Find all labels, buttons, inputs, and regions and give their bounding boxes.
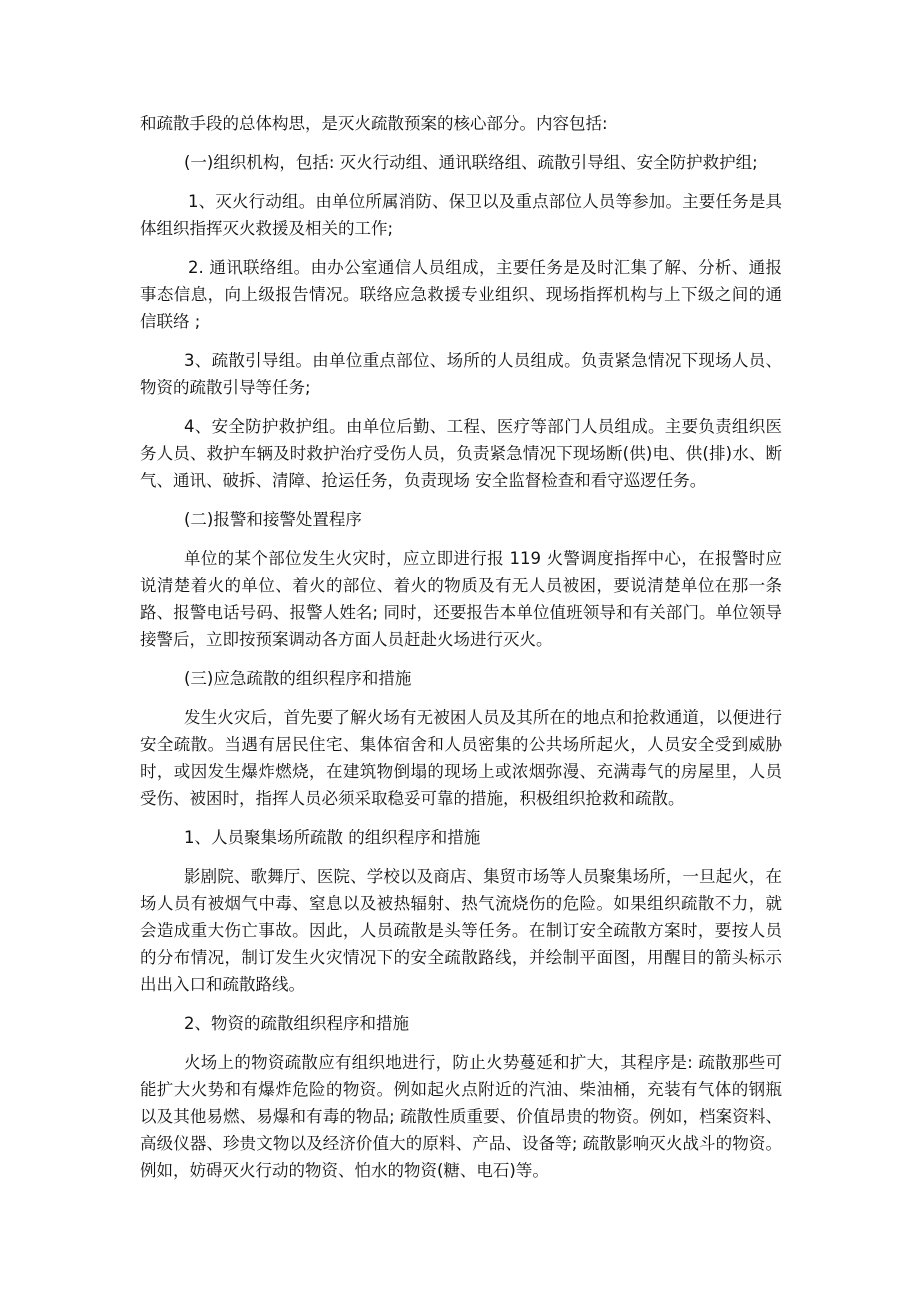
heading-crowd-evacuation: 1、人员聚集场所疏散 的组织程序和措施 (184, 828, 481, 847)
document-body (140, 110, 782, 1196)
paragraph-evacuation-group: 3、疏散引导组。由单位重点部位、场所的人员组成。负责紧急情况下现场人员、物资的疏散引导等任务; (140, 351, 782, 397)
paragraph-firefighting-group: 1、灭火行动组。由单位所属消防、保卫以及重点部位人员等参加。主要任务是具体组织指挥灭火救援及相关的工作; (140, 192, 782, 238)
heading-emergency-evacuation: (三)应急疏散的组织程序和措施 (184, 669, 412, 688)
paragraph-emergency-evacuation: 发生火灾后，首先要了解火场有无被困人员及其所在的地点和抢救通道，以便进行安全疏散。当遇有居民住宅、集体宿舍和人员密集的公共场所起火，人员安全受到威胁时，或因发生爆炸燃烧，在建筑物倒塌的现场上或浓烟弥漫、充满毒气的房屋里，人员受伤、被困时，指挥人员必须采取稳妥可靠的措施，积极组织抢救和疏散。 (140, 708, 782, 808)
paragraph-material-evacuation: 火场上的物资疏散应有组织地进行，防止火势蔓延和扩大，其程序是: 疏散那些可能扩大火势和有爆炸危险的物资。例如起火点附近的汽油、柴油桶，充装有气体的钢瓶以及其他易燃、易爆和有毒的物品; 疏散性质重要、价值昂贵的物资。例如，档案资料、高级仪器、珍贵文物以及经济价值大的原料、产品、设备等; 疏散影响灭火战斗的物资。例如，妨碍灭火行动的物资、怕水的物资(糖、电石)等。 (140, 1053, 782, 1180)
paragraph-intro: 和疏散手段的总体构思，是灭火疏散预案的核心部分。内容包括: (140, 114, 608, 133)
paragraph-safety-rescue-group: 4、安全防护救护组。由单位后勤、工程、医疗等部门人员组成。主要负责组织医务人员、救护车辆及时救护治疗受伤人员，负责紧急情况下现场断(供)电、供(排)水、断气、通讯、破拆、清障、抢运任务，负责现场 安全监督检查和看守巡逻任务。 (140, 417, 782, 490)
heading-organization: (一)组织机构，包括: 灭火行动组、通讯联络组、疏散引导组、安全防护救护组; (184, 153, 758, 172)
paragraph-alarm-procedure: 单位的某个部位发生火灾时，应立即进行报 119 火警调度指挥中心，在报警时应说清楚着火的单位、着火的部位、着火的物质及有无人员被困，要说清楚单位在那一条路、报警电话号码、报警人姓名; 同时，还要报告本单位值班领导和有关部门。单位领导接警后，立即按预案调动各方面人员赶赴火场进行灭火。 (140, 549, 782, 649)
paragraph-communication-group: 2. 通讯联络组。由办公室通信人员组成，主要任务是及时汇集了解、分析、通报事态信息，向上级报告情况。联络应急救援专业组织、现场指挥机构与上下级之间的通信联络 ; (140, 258, 782, 331)
heading-alarm-procedure: (二)报警和接警处置程序 (184, 510, 362, 529)
heading-material-evacuation: 2、物资的疏散组织程序和措施 (184, 1014, 409, 1033)
paragraph-crowd-evacuation: 影剧院、歌舞厅、医院、学校以及商店、集贸市场等人员聚集场所，一旦起火，在场人员有被烟气中毒、窒息以及被热辐射、热气流烧伤的危险。如果组织疏散不力，就会造成重大伤亡事故。因此，人员疏散是头等任务。在制订安全疏散方案时，要按人员的分布情况，制订发生火灾情况下的安全疏散路线，并绘制平面图，用醒目的箭头标示出出入口和疏散路线。 (140, 867, 782, 994)
